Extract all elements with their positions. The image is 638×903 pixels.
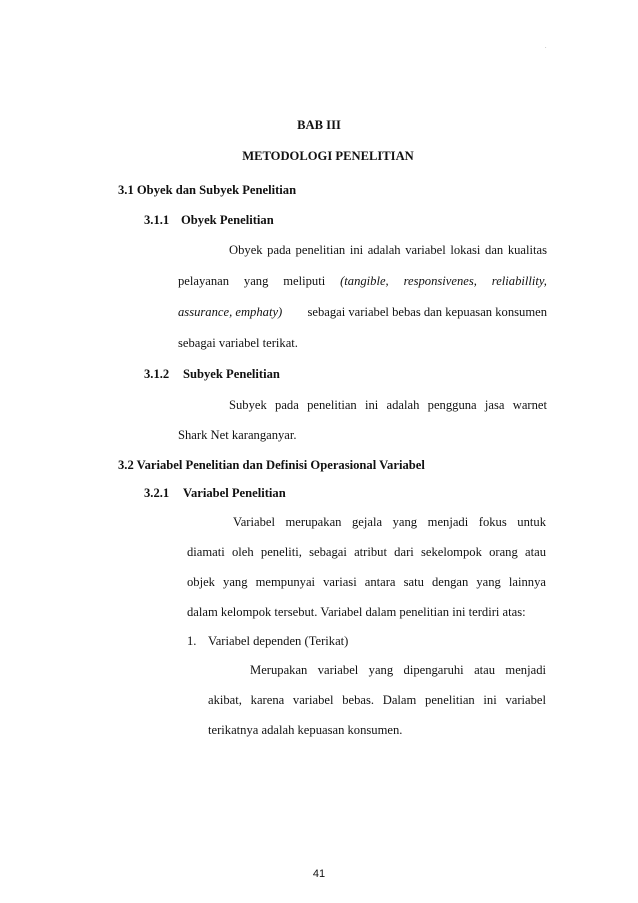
chapter-title: METODOLOGI PENELITIAN [242,149,414,163]
section-heading-3-2: 3.2 Variabel Penelitian dan Definisi Operasional Variabel [118,458,425,472]
subsection-title-3-1-2: Subyek Penelitian [183,367,280,381]
word: yang [243,274,269,288]
page-number: 41 [312,868,326,880]
subsection-number-3-1-1: 3.1.1 [144,213,170,227]
top-mark: . [545,44,547,50]
list-item-label: Variabel dependen (Terikat) [208,634,349,648]
subsection-title-3-2-1: Variabel Penelitian [183,486,286,500]
section-heading-3-1: 3.1 Obyek dan Subyek Penelitian [118,183,297,197]
paragraph-text: sebagai variabel bebas dan kepuasan konsumen [307,305,547,319]
paragraph-line: objek yang mempunyai variasi antara satu dengan yang lainnya [187,575,546,589]
word-italic: (tangible, [340,274,389,288]
word-italic: reliabillity, [491,274,547,288]
paragraph-line: Subyek pada penelitian ini adalah pengguna jasa warnet [229,398,547,412]
paragraph-line: dalam kelompok tersebut. Variabel dalam penelitian ini terdiri atas: [187,605,526,619]
paragraph-line: akibat, karena variabel bebas. Dalam penelitian ini variabel [208,693,546,707]
paragraph-line: Shark Net karanganyar. [178,428,297,442]
paragraph-line: Variabel merupakan gejala yang menjadi fokus untuk [233,515,546,529]
paragraph-line: Obyek pada penelitian ini adalah variabel lokasi dan kualitas [229,243,547,257]
word-italic: responsivenes, [403,274,477,288]
subsection-number-3-1-2: 3.1.2 [144,367,170,381]
chapter-label: BAB III [297,118,341,132]
paragraph-line [178,273,547,289]
list-item-number: 1. [187,634,197,648]
paragraph-line: Merupakan variabel yang dipengaruhi atau menjadi [250,663,546,677]
word: pelayanan [178,274,230,288]
subsection-number-3-2-1: 3.2.1 [144,486,170,500]
subsection-title-3-1-1: Obyek Penelitian [181,213,274,227]
paragraph-line: diamati oleh peneliti, sebagai atribut dari sekelompok orang atau [187,545,546,559]
paragraph-line: terikatnya adalah kepuasan konsumen. [208,723,403,737]
word: meliputi [283,274,326,288]
paragraph-line: sebagai variabel terikat. [178,336,298,350]
italic-terms: assurance, emphaty) [178,305,283,319]
paragraph-line [178,304,547,320]
